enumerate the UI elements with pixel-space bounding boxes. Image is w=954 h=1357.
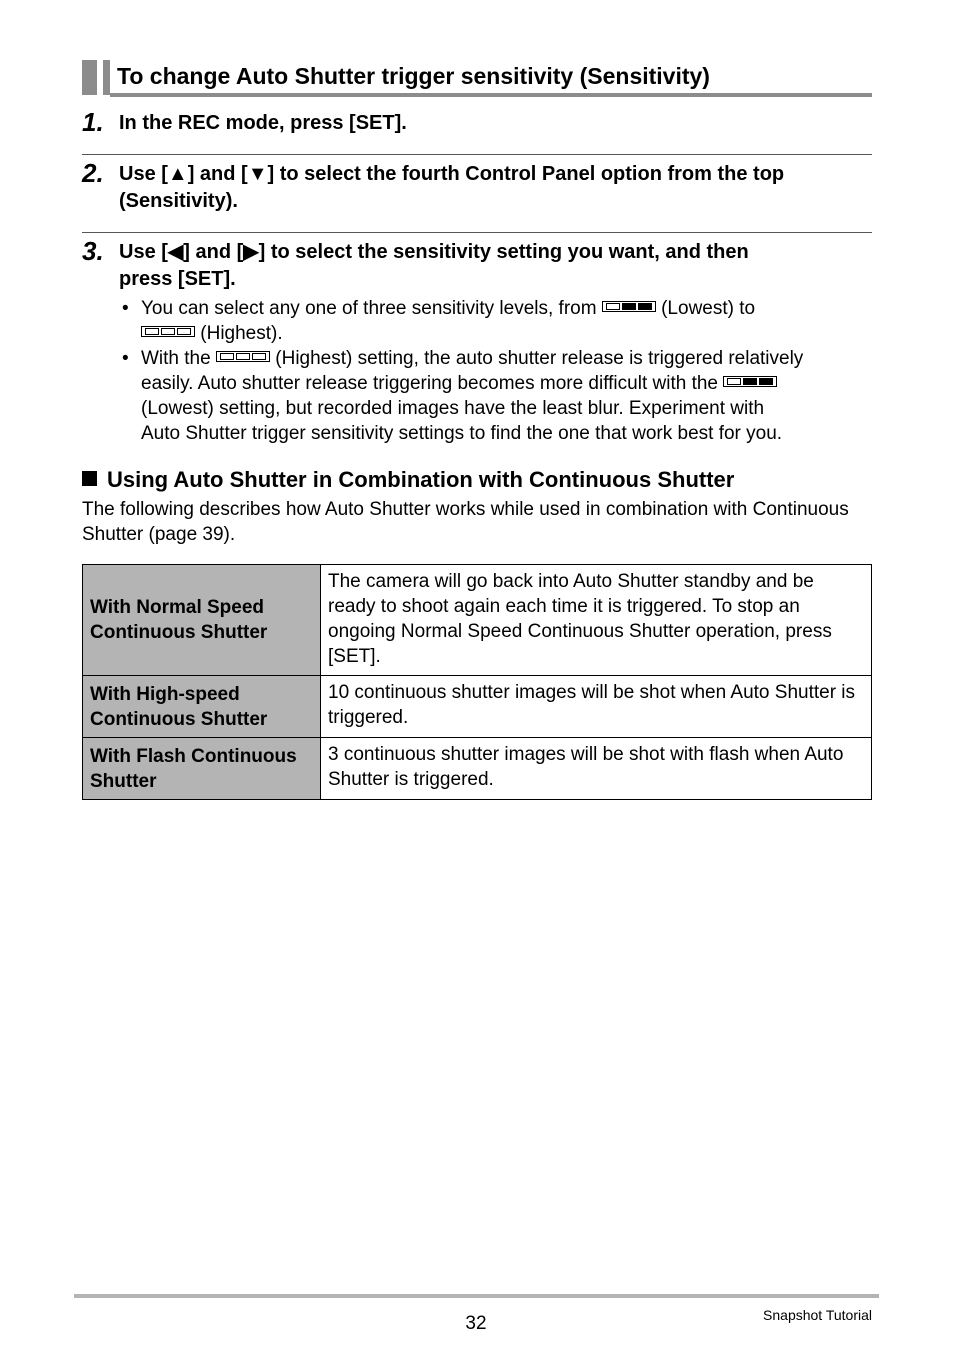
bullet-1-line2: (Highest). [141, 321, 283, 346]
bullet-2-line2: easily. Auto shutter release triggering becomes more difficult with the [141, 371, 777, 396]
heading-bar-narrow [103, 60, 110, 95]
step-separator [82, 232, 872, 233]
bullet-marker: • [122, 348, 129, 369]
sensitivity-lowest-icon [723, 376, 777, 387]
bullet-2-line4: Auto Shutter trigger sensitivity settings to find the one that work best for you. [141, 423, 783, 444]
step-3-line2: press [SET]. [119, 268, 236, 290]
heading-bar-wide [82, 60, 97, 95]
step-2-line2: (Sensitivity). [119, 190, 238, 212]
step-2-line1: Use [▲] and [▼] to select the fourth Control Panel option from the top [119, 163, 785, 185]
footer-rule [74, 1294, 879, 1298]
bullet-2-line1: With the (Highest) setting, the auto shutter release is triggered relatively [141, 348, 804, 369]
subheading [82, 466, 734, 494]
subheading-text: Using Auto Shutter in Combination with Continuous Shutter [107, 467, 735, 492]
chapter-name: Snapshot Tutorial [763, 1307, 872, 1323]
table-row [83, 565, 872, 676]
intro-paragraph: The following describes how Auto Shutter works while used in combination with Continuous Shutter (page 39). [82, 499, 849, 545]
step-2-number: 2. [82, 158, 104, 188]
table-row-label: With Flash Continuous Shutter [83, 738, 321, 800]
table-row-description: The camera will go back into Auto Shutter standby and be ready to shoot again each time it is triggered. To stop an ongoing Normal Speed Continuous Shutter operation, press [SET]. [321, 565, 872, 676]
step-3-line1: Use [◀] and [▶] to select the sensitivity setting you want, and then [119, 241, 749, 263]
table-row [83, 676, 872, 738]
page-number: 32 [465, 1313, 487, 1334]
bullet-2-line3: (Lowest) setting, but recorded images have the least blur. Experiment with [141, 398, 765, 419]
step-separator [82, 154, 872, 155]
table-row-label: With High-speed Continuous Shutter [83, 676, 321, 738]
heading-underline [110, 93, 872, 97]
bullet-1-line1: You can select any one of three sensitivity levels, from (Lowest) to [141, 298, 756, 319]
step-3-number: 3. [82, 236, 104, 266]
continuous-shutter-table [82, 564, 872, 800]
table-row [83, 738, 872, 800]
black-square-icon [82, 471, 97, 486]
table-row-label: With Normal Speed Continuous Shutter [83, 565, 321, 676]
sensitivity-highest-icon [141, 326, 195, 337]
section-title: To change Auto Shutter trigger sensitivity (Sensitivity) [117, 63, 710, 89]
bullet-marker: • [122, 298, 129, 319]
table-row-description: 10 continuous shutter images will be shot when Auto Shutter is triggered. [321, 676, 872, 738]
sensitivity-lowest-icon [602, 301, 656, 312]
step-1-text: In the REC mode, press [SET]. [119, 112, 407, 134]
table-row-description: 3 continuous shutter images will be shot with flash when Auto Shutter is triggered. [321, 738, 872, 800]
sensitivity-highest-icon [216, 351, 270, 362]
step-1-number: 1. [82, 107, 104, 137]
